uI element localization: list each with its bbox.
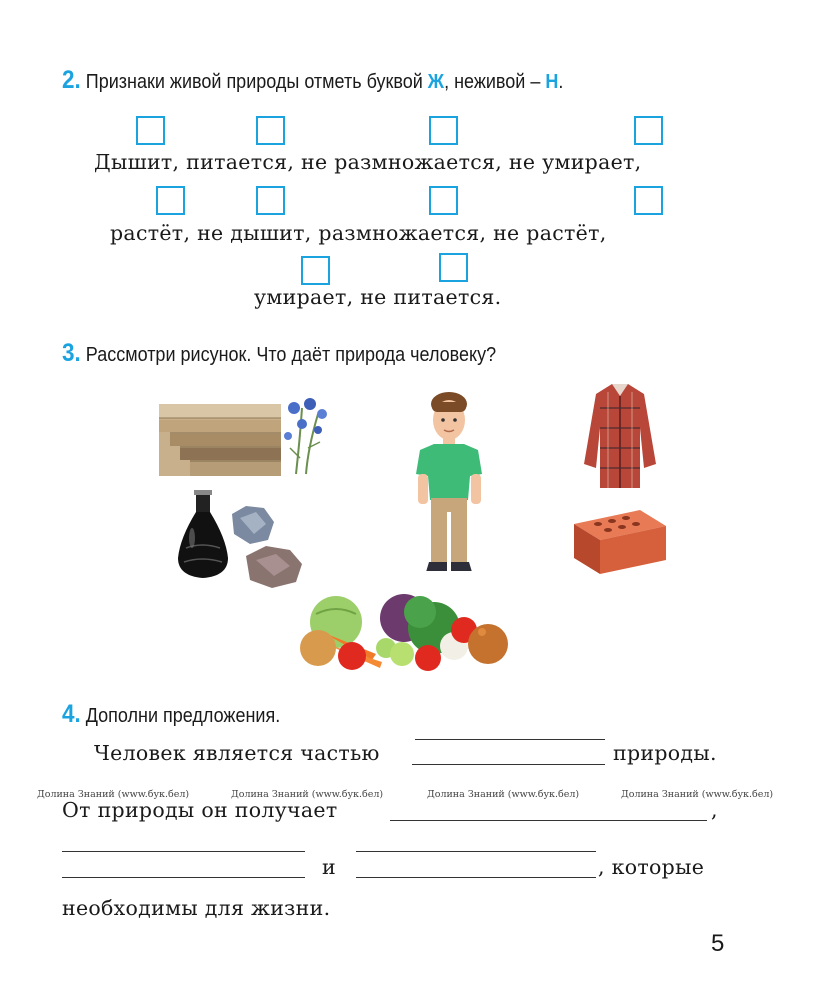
task-2-text-middle: , неживой – [444,71,546,93]
answer-box-9[interactable] [301,256,330,285]
task-2-line-1: Дышит, питается, не размножается, не умирает, [94,150,642,174]
letter-living: Ж [427,71,445,93]
vegetables-icon [300,594,508,671]
page-number: 5 [711,930,725,957]
answer-line-3a[interactable] [62,851,305,852]
brick-icon [574,510,666,574]
task-4-heading [62,700,280,729]
which-text: , которые [598,855,705,879]
answer-box-3[interactable] [429,116,458,145]
task-3-number: 3. [62,339,81,367]
answer-box-6[interactable] [256,186,285,215]
task-3-text: Рассмотри рисунок. Что даёт природа человеку? [85,344,497,366]
answer-line-1b[interactable] [412,764,605,765]
task-4-number: 4. [62,700,81,728]
answer-line-2[interactable] [390,820,707,821]
task-4-text: Дополни предложения. [85,705,281,727]
answer-box-10[interactable] [439,253,468,282]
task-2-text-end: . [558,71,564,93]
sentence-1-end: природы. [613,741,717,765]
watermark-1: Долина Знаний (www.бук.бел) [37,789,190,800]
nature-gifts-illustration [150,378,680,678]
task-2-heading [62,66,563,95]
person-icon [416,392,482,574]
task-2-line-2: растёт, не дышит, размножается, не растёт, [110,221,607,245]
task-3-heading [62,339,496,368]
stone-icon [232,506,302,588]
sentence-end: необходимы для жизни. [62,896,331,920]
letter-nonliving: Н [545,71,559,93]
watermark-3: Долина Знаний (www.бук.бел) [427,789,580,800]
shirt-icon [584,384,656,488]
task-2-line-3: умирает, не питается. [254,285,502,309]
watermark-4: Долина Знаний (www.бук.бел) [621,789,774,800]
task-2-text-before: Признаки живой природы отметь буквой [85,71,428,93]
oil-flask-icon [178,490,228,578]
answer-line-3b[interactable] [356,851,596,852]
answer-box-8[interactable] [634,186,663,215]
conjunction-and: и [322,855,336,879]
sentence-1-start: Человек является частью [94,741,380,765]
watermark-2: Долина Знаний (www.бук.бел) [231,789,384,800]
answer-line-4b[interactable] [356,877,596,878]
sentence-2-start: От природы он получает [62,798,338,822]
comma: , [711,798,718,822]
answer-box-1[interactable] [136,116,165,145]
answer-box-7[interactable] [429,186,458,215]
cornflower-icon [284,398,327,474]
answer-box-5[interactable] [156,186,185,215]
answer-line-1a[interactable] [415,739,605,740]
answer-box-2[interactable] [256,116,285,145]
answer-box-4[interactable] [634,116,663,145]
task-2-number: 2. [62,66,81,94]
answer-line-4a[interactable] [62,877,305,878]
fabric-icon [159,404,281,476]
